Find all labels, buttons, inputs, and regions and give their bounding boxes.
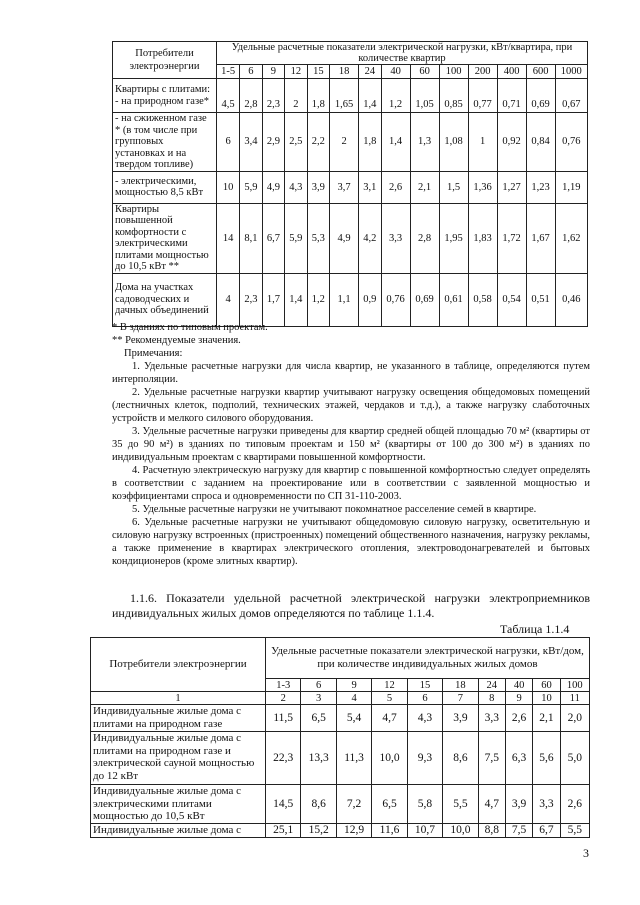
table2-column-number: 1 [91, 692, 266, 705]
load-value: 0,67 [555, 79, 587, 113]
load-value: 0,76 [381, 273, 410, 326]
load-value: 4,9 [330, 203, 359, 273]
table2-column-number: 3 [301, 692, 336, 705]
table1-count-header: 200 [468, 65, 497, 79]
load-value: 5,8 [407, 785, 442, 824]
load-value: 5,0 [560, 732, 589, 785]
load-value: 1,8 [307, 79, 329, 113]
table2-count-header: 60 [533, 679, 560, 692]
load-value: 1,72 [497, 203, 526, 273]
load-value: 3,9 [443, 705, 478, 732]
footnote-recommended: ** Рекомендуемые значения. [112, 335, 241, 346]
load-value: 1,5 [439, 171, 468, 203]
table2-count-header: 24 [478, 679, 505, 692]
load-value: 1,8 [359, 113, 381, 172]
load-value: 1,2 [307, 273, 329, 326]
table2-consumer-header: Потребители электроэнергии [91, 638, 266, 692]
table2-column-number: 7 [443, 692, 478, 705]
note-1: 1. Удельные расчетные нагрузки для числа квартир, не указанного в таблице, определяются путем интерполяции. [112, 361, 590, 385]
table2-column-number: 4 [336, 692, 371, 705]
table2-group-header: Удельные расчетные показатели электрической нагрузки, кВт/дом, при количестве индивидуальных жилых домов [266, 638, 590, 679]
load-value: 3,7 [330, 171, 359, 203]
load-value: 5,9 [240, 171, 262, 203]
load-value: 2,3 [240, 273, 262, 326]
load-value: 7,5 [478, 732, 505, 785]
load-value: 2,6 [560, 785, 589, 824]
table2-column-number: 11 [560, 692, 589, 705]
load-value: 1,62 [555, 203, 587, 273]
load-value: 6,5 [372, 785, 407, 824]
load-value: 0,84 [526, 113, 555, 172]
table1-count-header: 24 [359, 65, 381, 79]
load-value: 0,71 [497, 79, 526, 113]
load-value: 12,9 [336, 824, 371, 838]
load-table-houses [90, 637, 590, 838]
load-value: 0,85 [439, 79, 468, 113]
table1-count-header: 40 [381, 65, 410, 79]
table-row [91, 824, 590, 838]
load-value: 1,95 [439, 203, 468, 273]
table2-count-header: 18 [443, 679, 478, 692]
table2-column-number: 6 [407, 692, 442, 705]
table-row [91, 732, 590, 785]
load-value: 2,5 [285, 113, 307, 172]
note-5: 5. Удельные расчетные нагрузки не учитывают покомнатное расселение семей в квартире. [132, 504, 537, 515]
table1-count-header: 400 [497, 65, 526, 79]
load-value: 4,7 [372, 705, 407, 732]
table2-column-number: 5 [372, 692, 407, 705]
consumer-label: Индивидуальные жилые дома с плитами на природном газе [91, 705, 266, 732]
load-value: 0,54 [497, 273, 526, 326]
load-value: 8,8 [478, 824, 505, 838]
load-value: 4,3 [285, 171, 307, 203]
load-value: 4,3 [407, 705, 442, 732]
table1-count-header: 1000 [555, 65, 587, 79]
load-value: 2,2 [307, 113, 329, 172]
table1-count-header: 6 [240, 65, 262, 79]
load-value: 1 [468, 113, 497, 172]
table1-count-header: 12 [285, 65, 307, 79]
load-value: 6,7 [533, 824, 560, 838]
table-caption: Таблица 1.1.4 [500, 622, 570, 636]
load-value: 22,3 [266, 732, 301, 785]
table2-count-header: 15 [407, 679, 442, 692]
load-value: 1,19 [555, 171, 587, 203]
load-value: 0,58 [468, 273, 497, 326]
load-value: 6 [217, 113, 240, 172]
load-value: 1,3 [410, 113, 439, 172]
table2-count-header: 40 [505, 679, 532, 692]
load-value: 15,2 [301, 824, 336, 838]
note-6: 6. Удельные расчетные нагрузки не учитывают общедомовую силовую нагрузку, осветительную и силовую нагрузку встроенных (пристроенных) помещений общественного назначения, нагрузку рекламы, а также применение в квартирах электрического отопления, электроводонагревателей и бытовых кондиционеров (кроме элитных квартир). [112, 517, 590, 567]
load-value: 6,3 [505, 732, 532, 785]
table2-column-number: 8 [478, 692, 505, 705]
load-value: 0,77 [468, 79, 497, 113]
load-value: 9,3 [407, 732, 442, 785]
load-value: 10 [217, 171, 240, 203]
table2-column-number: 9 [505, 692, 532, 705]
table-row [113, 79, 588, 113]
load-value: 11,3 [336, 732, 371, 785]
load-value: 2,1 [533, 705, 560, 732]
load-value: 6,5 [301, 705, 336, 732]
load-value: 5,4 [336, 705, 371, 732]
consumer-label: Квартиры с плитами: - на природном газе* [113, 79, 217, 113]
table-row [113, 203, 588, 273]
load-value: 5,3 [307, 203, 329, 273]
load-value: 1,67 [526, 203, 555, 273]
load-value: 8,6 [301, 785, 336, 824]
table2-count-header: 9 [336, 679, 371, 692]
consumer-label: Индивидуальные жилые дома с электрическими плитами мощностью до 10,5 кВт [91, 785, 266, 824]
load-value: 1,83 [468, 203, 497, 273]
footnote-typical: * В зданиях по типовым проектам. [112, 322, 268, 333]
load-value: 4,9 [262, 171, 284, 203]
table1-count-header: 100 [439, 65, 468, 79]
table2-count-header: 6 [301, 679, 336, 692]
load-value: 1,27 [497, 171, 526, 203]
load-value: 2,6 [381, 171, 410, 203]
load-table-apartments [112, 41, 588, 327]
load-value: 1,05 [410, 79, 439, 113]
load-value: 2,9 [262, 113, 284, 172]
load-value: 1,7 [262, 273, 284, 326]
notes-title: Примечания: [124, 348, 183, 359]
load-value: 0,51 [526, 273, 555, 326]
load-value: 4,5 [217, 79, 240, 113]
table1-count-header: 1-5 [217, 65, 240, 79]
load-value: 4,2 [359, 203, 381, 273]
load-value: 5,5 [443, 785, 478, 824]
load-value: 0,9 [359, 273, 381, 326]
load-value: 0,76 [555, 113, 587, 172]
consumer-label: Квартиры повышенной комфортности с электрическими плитами мощностью до 10,5 кВт ** [113, 203, 217, 273]
table1-count-header: 60 [410, 65, 439, 79]
load-value: 10,0 [443, 824, 478, 838]
load-value: 3,4 [240, 113, 262, 172]
load-value: 0,69 [526, 79, 555, 113]
load-value: 2,8 [410, 203, 439, 273]
load-value: 8,1 [240, 203, 262, 273]
load-value: 10,7 [407, 824, 442, 838]
load-value: 2,6 [505, 705, 532, 732]
note-4: 4. Расчетную электрическую нагрузку для квартир с повышенной комфортностью следует определять в соответствии с заданием на проектирование или в соответствии с заявленной мощностью и коэффициентами спроса и одновременности по СП 31-110-2003. [112, 465, 590, 502]
table-row [113, 113, 588, 172]
load-value: 5,9 [285, 203, 307, 273]
load-value: 4,7 [478, 785, 505, 824]
load-value: 2,3 [262, 79, 284, 113]
load-value: 3,1 [359, 171, 381, 203]
table-row [113, 171, 588, 203]
load-value: 2 [285, 79, 307, 113]
load-value: 11,5 [266, 705, 301, 732]
consumer-label: Индивидуальные жилые дома с плитами на природном газе и электрической сауной мощностью до 12 кВт [91, 732, 266, 785]
table1-footnotes [112, 321, 590, 568]
load-value: 5,6 [533, 732, 560, 785]
table1-consumer-header: Потребители электроэнергии [113, 42, 217, 79]
load-value: 1,4 [381, 113, 410, 172]
load-value: 3,9 [307, 171, 329, 203]
table2-count-header: 1-3 [266, 679, 301, 692]
load-value: 6,7 [262, 203, 284, 273]
section-text: 1.1.6. Показатели удельной расчетной электрической нагрузки электроприемников индивидуальных жилых домов определяются по таблице 1.1.4. [112, 591, 590, 620]
load-value: 2,0 [560, 705, 589, 732]
table2-count-header: 100 [560, 679, 589, 692]
load-value: 14,5 [266, 785, 301, 824]
table2-column-number: 2 [266, 692, 301, 705]
load-value: 10,0 [372, 732, 407, 785]
consumer-label: Дома на участках садоводческих и дачных объединений [113, 273, 217, 326]
table2-count-header: 12 [372, 679, 407, 692]
table1-count-header: 9 [262, 65, 284, 79]
section-1-1-6 [112, 591, 590, 620]
load-value: 1,65 [330, 79, 359, 113]
load-value: 2,8 [240, 79, 262, 113]
load-value: 2 [330, 113, 359, 172]
load-value: 1,36 [468, 171, 497, 203]
load-value: 3,3 [533, 785, 560, 824]
table1-count-header: 18 [330, 65, 359, 79]
note-3: 3. Удельные расчетные нагрузки приведены для квартир средней общей площадью 70 м² (квартиры от 35 до 90 м²) в зданиях по типовым проектам и 150 м² (квартиры от 100 до 300 м²) в зданиях по индивидуальным проектам с квартирами повышенной комфортности. [112, 426, 590, 463]
table-row [91, 705, 590, 732]
load-value: 1,1 [330, 273, 359, 326]
load-value: 1,08 [439, 113, 468, 172]
table1-count-header: 600 [526, 65, 555, 79]
load-value: 25,1 [266, 824, 301, 838]
load-value: 14 [217, 203, 240, 273]
load-value: 1,2 [381, 79, 410, 113]
load-value: 0,61 [439, 273, 468, 326]
load-value: 7,2 [336, 785, 371, 824]
table-row [113, 273, 588, 326]
load-value: 1,4 [285, 273, 307, 326]
note-2: 2. Удельные расчетные нагрузки квартир учитывают нагрузку освещения общедомовых помещений (лестничных клеток, подполий, технических этажей, чердаков и т.д.), а также нагрузку слаботочных устройств и мелкого силового оборудования. [112, 387, 590, 424]
load-value: 1,23 [526, 171, 555, 203]
load-value: 0,69 [410, 273, 439, 326]
load-value: 3,3 [381, 203, 410, 273]
load-value: 5,5 [560, 824, 589, 838]
load-value: 0,92 [497, 113, 526, 172]
load-value: 4 [217, 273, 240, 326]
load-value: 7,5 [505, 824, 532, 838]
load-value: 13,3 [301, 732, 336, 785]
consumer-label: - на сжиженном газе * (в том числе при групповых установках и на твердом топливе) [113, 113, 217, 172]
consumer-label: - электрическими, мощностью 8,5 кВт [113, 171, 217, 203]
page-number: 3 [583, 846, 589, 860]
load-value: 2,1 [410, 171, 439, 203]
load-value: 8,6 [443, 732, 478, 785]
table1-count-header: 15 [307, 65, 329, 79]
load-value: 11,6 [372, 824, 407, 838]
table2-column-number: 10 [533, 692, 560, 705]
load-value: 3,9 [505, 785, 532, 824]
load-value: 1,4 [359, 79, 381, 113]
table1-group-header: Удельные расчетные показатели электрической нагрузки, кВт/квартира, при количестве квартир [217, 42, 588, 65]
load-value: 0,46 [555, 273, 587, 326]
consumer-label: Индивидуальные жилые дома с [91, 824, 266, 838]
table-row [91, 785, 590, 824]
load-value: 3,3 [478, 705, 505, 732]
